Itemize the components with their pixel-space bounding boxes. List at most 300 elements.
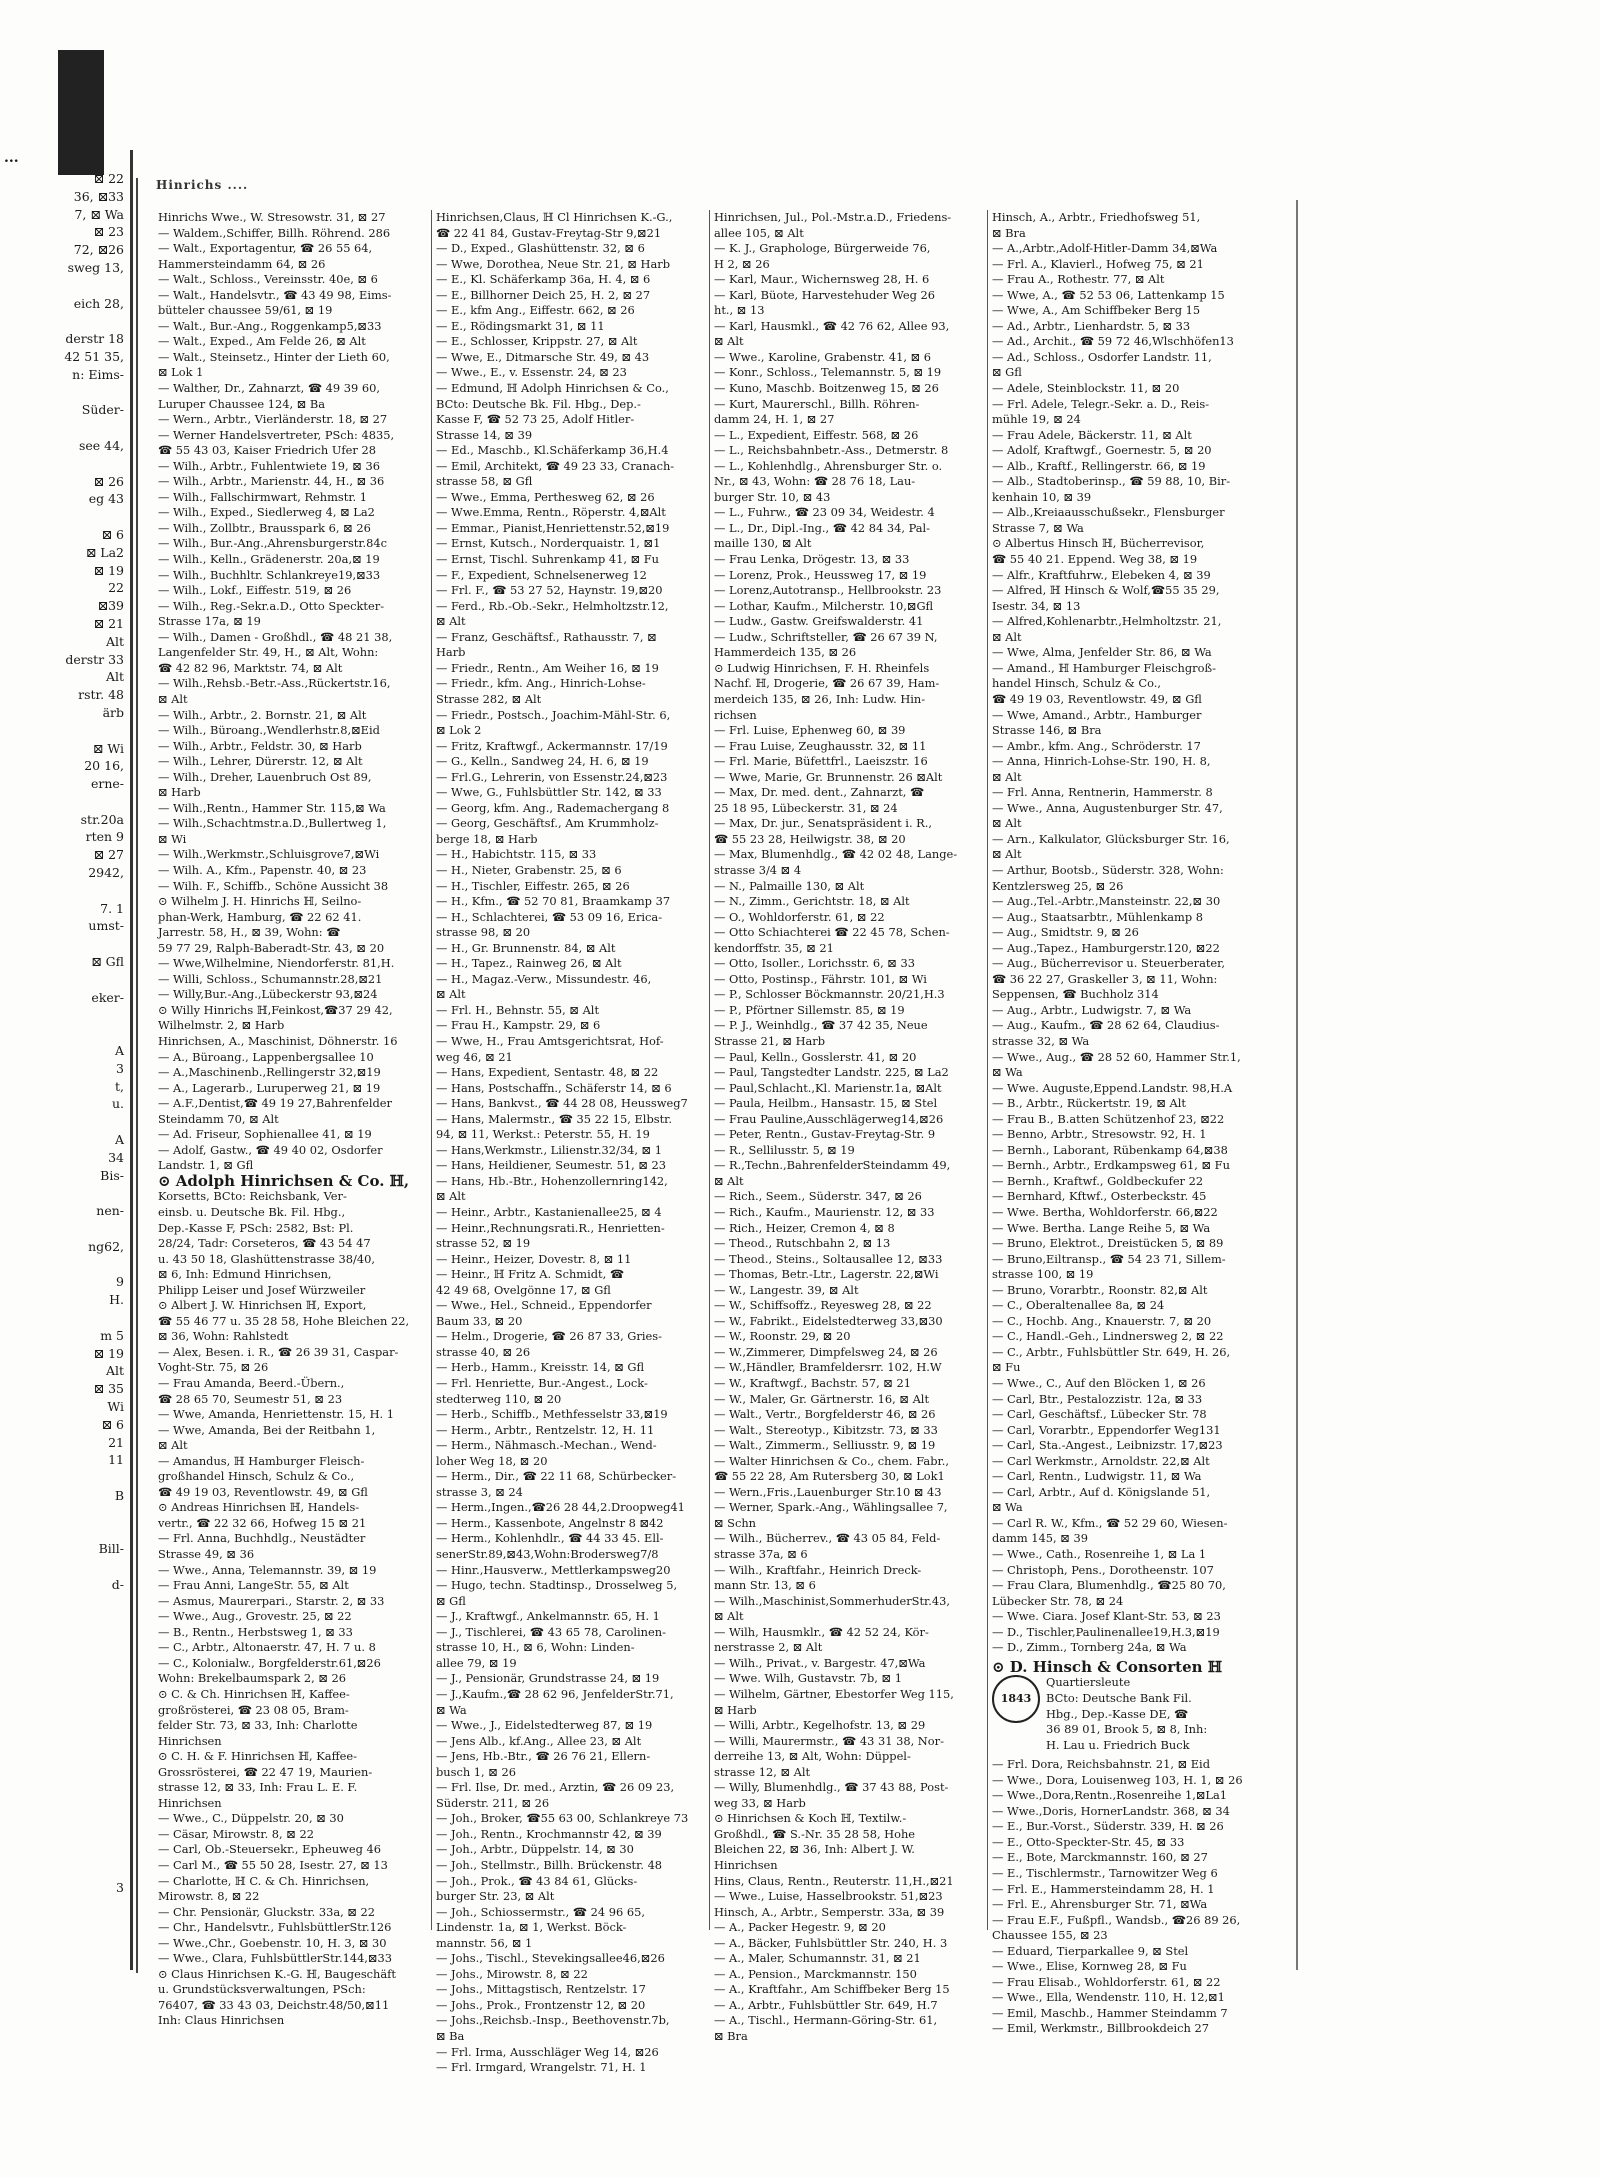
previous-page-line: 11 xyxy=(108,1452,124,1468)
directory-entry-line: — B., Rentn., Herbstsweg 1, ⊠ 33 xyxy=(158,1624,353,1639)
directory-entry-line: 42 49 68, Ovelgönne 17, ⊠ Gfl xyxy=(436,1282,611,1297)
directory-entry-line: — W., Langestr. 39, ⊠ Alt xyxy=(714,1282,859,1297)
directory-entry-line: — Rich., Kaufm., Maurienstr. 12, ⊠ 33 xyxy=(714,1205,935,1219)
previous-page-line: 22 xyxy=(108,580,124,596)
directory-entry-line: — Hans, Postschaffn., Schäferstr 14, ⊠ 6 xyxy=(436,1080,672,1095)
directory-entry-line: ☎ 36 22 27, Graskeller 3, ⊠ 11, Wohn: xyxy=(992,971,1218,986)
directory-entry-line: einsb. u. Deutsche Bk. Fil. Hbg., xyxy=(158,1205,346,1219)
directory-entry-line: — Willi, Maurermstr., ☎ 43 31 38, Nor- xyxy=(714,1733,944,1748)
previous-page-line: rstr. 48 xyxy=(78,687,124,703)
directory-entry-line: ⊙ Hinrichsen & Koch ℍ, Textilw.- xyxy=(714,1811,907,1826)
directory-entry-line: — Kurt, Maurerschl., Billh. Röhren- xyxy=(714,396,920,411)
directory-entry-line: BCto: Deutsche Bk. Fil. Hbg., Dep.- xyxy=(436,396,641,411)
previous-page-line xyxy=(0,1309,130,1327)
directory-entry-line: — Paul, Tangstedter Landstr. 225, ⊠ La2 xyxy=(714,1065,949,1080)
directory-entry-line: — Wilh., Exped., Siedlerweg 4, ⊠ La2 xyxy=(158,505,375,520)
previous-page-line: 3 xyxy=(116,1879,124,1895)
directory-entry-line: weg 46, ⊠ 21 xyxy=(436,1049,513,1064)
previous-page-line xyxy=(0,722,130,740)
previous-page-line xyxy=(0,1754,130,1772)
directory-entry-line: — P. J., Weinhdlg., ☎ 37 42 35, Neue xyxy=(714,1018,928,1033)
directory-entry-line: — Helm., Drogerie, ☎ 26 87 33, Gries- xyxy=(436,1329,662,1344)
directory-entry-line: — Alb.,Kreiaausschußsekr., Flensburger xyxy=(992,505,1225,520)
previous-page-line xyxy=(0,1184,130,1202)
previous-page-line: derstr 18 xyxy=(65,331,124,347)
directory-column-2 xyxy=(436,210,706,2075)
directory-entry-line: u. Grundstücksverwaltungen, PSch: xyxy=(158,1982,366,1997)
directory-entry-line: — Carl M., ☎ 55 50 28, Isestr. 27, ⊠ 13 xyxy=(158,1857,388,1872)
directory-entry-line: — Adolf, Kraftwgf., Goernestr. 5, ⊠ 20 xyxy=(992,443,1212,458)
previous-page-header: ... xyxy=(4,150,19,166)
previous-page-line xyxy=(0,1790,130,1808)
directory-entry-line: — C., Arbtr., Fuhlsbüttler Str. 649, H. 26, xyxy=(992,1344,1231,1359)
directory-entry-line: — Frl. A., Klavierl., Hofweg 75, ⊠ 21 xyxy=(992,256,1204,271)
directory-entry-line: — Adele, Steinblockstr. 11, ⊠ 20 xyxy=(992,381,1180,396)
directory-entry-line: — A., Büroang., Lappenbergsallee 10 xyxy=(158,1049,374,1064)
directory-entry-line: — Wwe. Auguste,Eppend.Landstr. 98,H.A xyxy=(992,1080,1233,1095)
directory-entry-line: — H., Magaz.-Verw., Missundestr. 46, xyxy=(436,971,652,986)
firm-entry-block xyxy=(992,1657,1292,1753)
directory-entry-line: Chaussee 155, ⊠ 23 xyxy=(992,1928,1108,1943)
directory-entry-line: — Benno, Arbtr., Stresowstr. 92, H. 1 xyxy=(992,1127,1207,1142)
directory-entry-line: — Ambr., kfm. Ang., Schröderstr. 17 xyxy=(992,738,1201,753)
directory-entry-line: Hinrichsen xyxy=(714,1857,778,1872)
directory-entry-line: — Walt., Exportagentur, ☎ 26 55 64, xyxy=(158,241,373,256)
directory-entry-line: — Friedr., Postsch., Joachim-Mähl-Str. 6, xyxy=(436,707,671,722)
directory-entry-line: — Edmund, ℍ Adolph Hinrichsen & Co., xyxy=(436,381,669,396)
directory-entry-line: — Herb., Hamm., Kreisstr. 14, ⊠ Gfl xyxy=(436,1360,645,1375)
directory-entry-line: — L., Reichsbahnbetr.-Ass., Detmerstr. 8 xyxy=(714,443,949,458)
previous-page-line: 2942, xyxy=(88,865,124,881)
directory-entry-line: — Ludw., Schriftsteller, ☎ 26 67 39 N, xyxy=(714,629,938,644)
directory-entry-line: — Johs.,Reichsb.-Insp., Beethovenstr.7b, xyxy=(436,2013,670,2028)
directory-entry-line: ⊠ Alt xyxy=(436,614,466,629)
directory-entry-line: — Wilh., Kraftfahr., Heinrich Dreck- xyxy=(714,1562,922,1577)
directory-entry-line: — Wilh., Lokf., Eiffestr. 519, ⊠ 26 xyxy=(158,583,352,598)
directory-entry-line: ☎ 49 19 03, Reventlowstr. 49, ⊠ Gfl xyxy=(992,691,1202,706)
directory-entry-line: Bleichen 22, ⊠ 36, Inh: Albert J. W. xyxy=(714,1842,915,1857)
directory-entry-line: — Carl, Sta.-Angest., Leibnizstr. 17,⊠23 xyxy=(992,1438,1223,1453)
previous-page-line xyxy=(0,1024,130,1042)
directory-entry-line: — Adolf, Gastw., ☎ 49 40 02, Osdorfer xyxy=(158,1142,383,1157)
page-header: Hinrichs .... xyxy=(156,178,249,192)
directory-entry-line: — Bruno, Elektrot., Dreistücken 5, ⊠ 89 xyxy=(992,1236,1224,1251)
directory-entry-line: — Wwe.,Chr., Goebenstr. 10, H. 3, ⊠ 30 xyxy=(158,1935,387,1950)
directory-entry-line: burger Str. 23, ⊠ Alt xyxy=(436,1889,555,1904)
directory-entry-line: — Wwe, G., Fuhlsbüttler Str. 142, ⊠ 33 xyxy=(436,785,662,800)
directory-entry-line: — Hans,Werkmstr., Lilienstr.32/34, ⊠ 1 xyxy=(436,1142,662,1157)
directory-entry-line: — Friedr., Rentn., Am Weiher 16, ⊠ 19 xyxy=(436,660,659,675)
directory-entry-line: — Emil, Maschb., Hammer Steindamm 7 xyxy=(992,2005,1228,2020)
directory-entry-line: — Wilh., Fallschirmwart, Rehmstr. 1 xyxy=(158,489,368,504)
directory-entry-line: — Wwe., Elise, Kornweg 28, ⊠ Fu xyxy=(992,1959,1187,1974)
directory-entry-line: — W., Kraftwgf., Bachstr. 57, ⊠ 21 xyxy=(714,1376,911,1391)
directory-entry-line: — Wilh., Lehrer, Dürerstr. 12, ⊠ Alt xyxy=(158,754,363,769)
directory-entry-line: — A., Pension., Marckmannstr. 150 xyxy=(714,1966,917,1981)
directory-entry-line: — Frau Adele, Bäckerstr. 11, ⊠ Alt xyxy=(992,427,1192,442)
directory-entry-line: — Frl. Ilse, Dr. med., Arztin, ☎ 26 09 23, xyxy=(436,1780,675,1795)
previous-page-line: ärb xyxy=(102,704,124,720)
directory-entry-line: Hinsch, A., Arbtr., Friedhofsweg 51, xyxy=(992,210,1201,224)
directory-entry-line: — W., Schiffsoffz., Reyesweg 28, ⊠ 22 xyxy=(714,1298,932,1313)
directory-entry-line: — Arthur, Bootsb., Süderstr. 328, Wohn: xyxy=(992,862,1224,877)
directory-entry-line: — Wwe., Aug., ☎ 28 52 60, Hammer Str.1, xyxy=(992,1049,1241,1064)
directory-entry-line: — Wwe, A., ☎ 52 53 06, Lattenkamp 15 xyxy=(992,287,1225,302)
directory-entry-line: Inh: Claus Hinrichsen xyxy=(158,2013,285,2028)
directory-entry-line: — Frl. H., Behnstr. 55, ⊠ Alt xyxy=(436,1002,600,1017)
directory-entry-line: — D., Exped., Glashüttenstr. 32, ⊠ 6 xyxy=(436,241,645,256)
directory-entry-line: großrösterei, ☎ 23 08 05, Bram- xyxy=(158,1702,349,1717)
directory-entry-line: strasse 40, ⊠ 26 xyxy=(436,1344,531,1359)
previous-page-line xyxy=(0,1647,130,1665)
directory-entry-line: — Joh., Arbtr., Düppelstr. 14, ⊠ 30 xyxy=(436,1842,634,1857)
directory-entry-line: — Max, Blumenhdlg., ☎ 42 02 48, Lange- xyxy=(714,847,958,862)
directory-entry-line: — Ad., Schloss., Osdorfer Landstr. 11, xyxy=(992,349,1212,364)
directory-entry-line: — C., Arbtr., Altonaerstr. 47, H. 7 u. 8 xyxy=(158,1640,376,1655)
directory-entry-line: — Ernst, Tischl. Suhrenkamp 41, ⊠ Fu xyxy=(436,552,660,567)
directory-entry-line: H 2, ⊠ 26 xyxy=(714,256,770,271)
previous-page-line: ⊠ 22 xyxy=(93,171,124,186)
previous-page-line: ⊠ 6 xyxy=(101,526,124,542)
previous-page-line: ⊠ 23 xyxy=(93,224,124,240)
directory-entry-line: — Frl. Anna, Buchhdlg., Neustädter xyxy=(158,1531,366,1546)
previous-page-line: derstr 33 xyxy=(65,651,124,667)
directory-entry-line: — Ludw., Gastw. Greifswalderstr. 41 xyxy=(714,614,924,629)
directory-entry-line: Hinrichsen, A., Maschinist, Döhnerstr. 16 xyxy=(158,1033,398,1048)
directory-entry-line: — Wilh.,Werkmstr.,Schluisgrove7,⊠Wi xyxy=(158,847,380,862)
directory-entry-line: 76407, ☎ 33 43 03, Deichstr.48/50,⊠11 xyxy=(158,1997,390,2012)
directory-entry-line: ⊠ Schn xyxy=(714,1515,757,1530)
previous-page-line: 9 xyxy=(116,1274,124,1290)
directory-entry-line: ⊠ Ba xyxy=(436,2028,465,2043)
directory-entry-line: — R., Sellilusstr. 5, ⊠ 19 xyxy=(714,1142,855,1157)
directory-entry-line: bütteler chaussee 59/61, ⊠ 19 xyxy=(158,303,333,318)
directory-entry-line: — Waldem.,Schiffer, Billh. Röhrend. 286 xyxy=(158,225,391,240)
previous-page-line: ⊠ 19 xyxy=(93,562,124,578)
directory-entry-line: strasse 98, ⊠ 20 xyxy=(436,925,531,940)
directory-entry-line: — Paula, Heilbm., Hansastr. 15, ⊠ Stel xyxy=(714,1096,938,1111)
directory-entry-line: Voght-Str. 75, ⊠ 26 xyxy=(158,1360,269,1375)
directory-entry-line: — A., Maler, Schumannstr. 31, ⊠ 21 xyxy=(714,1951,921,1966)
directory-entry-line: — Wilh., Bücherrev., ☎ 43 05 84, Feld- xyxy=(714,1531,941,1546)
directory-entry-line: — Carl, Ob.-Steuersekr., Epheuweg 46 xyxy=(158,1842,382,1857)
directory-entry-line: — Frau Anni, LangeStr. 55, ⊠ Alt xyxy=(158,1578,349,1593)
directory-entry-line: — Alb., Kraftf., Rellingerstr. 66, ⊠ 19 xyxy=(992,458,1206,473)
directory-entry-line: — Frl.G., Lehrerin, von Essenstr.24,⊠23 xyxy=(436,769,668,784)
directory-entry-line: — Carl, Vorarbtr., Eppendorfer Weg131 xyxy=(992,1422,1221,1437)
directory-entry-line: — W.,Zimmerer, Dimpfelsweg 24, ⊠ 26 xyxy=(714,1344,938,1359)
directory-entry-line: — Frl. Anna, Rentnerin, Hammerstr. 8 xyxy=(992,785,1213,800)
directory-entry-line: — Frau Luise, Zeughausstr. 32, ⊠ 11 xyxy=(714,738,927,753)
directory-entry-line: Steindamm 70, ⊠ Alt xyxy=(158,1111,279,1126)
directory-entry-line: — Frau Elisab., Wohldorferstr. 61, ⊠ 22 xyxy=(992,1974,1221,1989)
previous-page-line xyxy=(0,1718,130,1736)
previous-page-line: d- xyxy=(111,1576,124,1592)
directory-entry-line: — Walt., Steinsetz., Hinter der Lieth 60, xyxy=(158,349,390,364)
directory-entry-line: Lindenstr. 1a, ⊠ 1, Werkst. Böck- xyxy=(436,1920,627,1935)
previous-page-line: ⊠ 19 xyxy=(93,1345,124,1361)
directory-entry-line: — Paul,Schlacht.,Kl. Marienstr.1a, ⊠Alt xyxy=(714,1080,942,1095)
founding-year-seal: 1843 xyxy=(992,1675,1040,1723)
directory-entry-line: — Frau H., Kampstr. 29, ⊠ 6 xyxy=(436,1018,601,1033)
directory-entry-line: — Wern.,Fris.,Lauenburger Str.10 ⊠ 43 xyxy=(714,1484,942,1499)
previous-page-line xyxy=(0,882,130,900)
directory-entry-line: Langenfelder Str. 49, H., ⊠ Alt, Wohn: xyxy=(158,645,379,660)
directory-entry-line: — Frl. Irmgard, Wrangelstr. 71, H. 1 xyxy=(436,2060,647,2075)
directory-entry-line: — Charlotte, ℍ C. & Ch. Hinrichsen, xyxy=(158,1873,370,1888)
directory-entry-line: — Werner Handelsvertreter, PSch: 4835, xyxy=(158,427,395,442)
directory-entry-line: — Wwe., Ella, Wendenstr. 110, H. 12,⊠1 xyxy=(992,1990,1225,2005)
previous-page-line: 34 xyxy=(108,1149,124,1165)
directory-entry-line: — Wwe., J., Eidelstedterweg 87, ⊠ 19 xyxy=(436,1718,653,1733)
directory-entry-line: — H., Nieter, Grabenstr. 25, ⊠ 6 xyxy=(436,862,622,877)
directory-entry-line: — Anna, Hinrich-Lohse-Str. 190, H. 8, xyxy=(992,754,1211,769)
previous-page-line: Bis- xyxy=(100,1167,124,1183)
directory-entry-line: — Wwe., Hel., Schneid., Eppendorfer xyxy=(436,1298,652,1313)
firm-details xyxy=(1046,1675,1207,1753)
directory-entry-line: — Heinr., Heizer, Dovestr. 8, ⊠ 11 xyxy=(436,1251,632,1266)
directory-entry-line: Landstr. 1, ⊠ Gfl xyxy=(158,1158,254,1173)
directory-entry-line: — Wwe., Dora, Louisenweg 103, H. 1, ⊠ 26 xyxy=(992,1772,1243,1787)
directory-entry-line: — Hans, Hb.-Btr., Hohenzollernring142, xyxy=(436,1173,668,1188)
directory-entry-line: — Theod., Steins., Soltausallee 12, ⊠33 xyxy=(714,1251,943,1266)
directory-entry-line: — E., Bur.-Vorst., Süderstr. 339, H. ⊠ 26 xyxy=(992,1819,1224,1834)
directory-entry-line: — Theod., Rutschbahn 2, ⊠ 13 xyxy=(714,1236,891,1251)
column-divider xyxy=(431,210,432,1930)
directory-entry-line: — Carl, Arbtr., Auf d. Königslande 51, xyxy=(992,1484,1211,1499)
directory-entry-line: — E., Schlosser, Krippstr. 27, ⊠ Alt xyxy=(436,334,638,349)
previous-page-line: 72, ⊠26 xyxy=(73,242,124,258)
directory-entry-line: ⊠ Wa xyxy=(436,1702,467,1717)
directory-entry-line: — Wwe, H., Frau Amtsgerichtsrat, Hof- xyxy=(436,1033,664,1048)
directory-entry-line: ⊠ Alt xyxy=(714,1173,744,1188)
directory-entry-line: — Wwe., C., Düppelstr. 20, ⊠ 30 xyxy=(158,1811,344,1826)
directory-entry-line: strasse 52, ⊠ 19 xyxy=(436,1236,531,1251)
previous-page-line: n: Eims- xyxy=(72,366,124,382)
directory-entry-line: — C., Kolonialw., Borgfelderstr.61,⊠26 xyxy=(158,1655,381,1670)
directory-entry-line: — Alfr., Kraftfuhrw., Elebeken 4, ⊠ 39 xyxy=(992,567,1211,582)
directory-entry-line: — Frau Pauline,Ausschlägerweg14,⊠26 xyxy=(714,1111,944,1126)
directory-entry-line: — R.,Techn.,BahrenfelderSteindamm 49, xyxy=(714,1158,951,1173)
directory-entry-line: — Carl Werkmstr., Arnoldstr. 22,⊠ Alt xyxy=(992,1453,1210,1468)
previous-page-line: 21 xyxy=(108,1434,124,1450)
directory-entry-line: — Emil, Werkmstr., Billbrookdeich 27 xyxy=(992,2021,1209,2036)
directory-entry-line: mannstr. 56, ⊠ 1 xyxy=(436,1935,533,1950)
directory-entry-line: — Franz, Geschäftsf., Rathausstr. 7, ⊠ xyxy=(436,629,657,644)
directory-entry-line: Dep.-Kasse F, PSch: 2582, Bst: Pl. xyxy=(158,1220,354,1235)
previous-page-line xyxy=(0,1006,130,1024)
directory-entry-line: — W., Roonstr. 29, ⊠ 20 xyxy=(714,1329,851,1344)
directory-entry-line: — Bernh., Arbtr., Erdkampsweg 61, ⊠ Fu xyxy=(992,1158,1230,1173)
directory-entry-line: ⊙ Wilhelm J. H. Hinrichs ℍ, Seilno- xyxy=(158,894,362,909)
directory-entry-line: kenhain 10, ⊠ 39 xyxy=(992,489,1092,504)
previous-page-line: Alt xyxy=(105,669,124,685)
directory-entry-line: strasse 37a, ⊠ 6 xyxy=(714,1547,808,1562)
directory-entry-line: ⊠ Gfl xyxy=(992,365,1022,380)
previous-page-line: Wi xyxy=(107,1398,124,1414)
directory-entry-line: strasse 12, ⊠ Alt xyxy=(714,1764,811,1779)
directory-entry-line: — Wilh.,Schachtmstr.a.D.,Bullertweg 1, xyxy=(158,816,387,831)
directory-entry-line: — P., Pförtner Sillemstr. 85, ⊠ 19 xyxy=(714,1002,905,1017)
directory-entry-line: ⊙ Albertus Hinsch ℍ, Bücherrevisor, xyxy=(992,536,1205,551)
previous-page-line: 3 xyxy=(116,1060,124,1076)
directory-entry-line: — Frl. Henriette, Bur.-Angest., Lock- xyxy=(436,1376,648,1391)
directory-entry-line: Hins, Claus, Rentn., Reuterstr. 11,H.,⊠21 xyxy=(714,1873,954,1888)
directory-entry-line: — Wwe,Wilhelmine, Niendorferstr. 81,H. xyxy=(158,956,395,971)
directory-entry-line: — Walt., Schloss., Vereinsstr. 40e, ⊠ 6 xyxy=(158,272,378,287)
directory-entry-line: Hinsch, A., Arbtr., Semperstr. 33a, ⊠ 39 xyxy=(714,1904,945,1919)
directory-entry-line: ⊠ Alt xyxy=(436,987,466,1002)
directory-entry-line: — Alex, Besen. i. R., ☎ 26 39 31, Caspar- xyxy=(158,1344,399,1359)
directory-entry-line: Hinrichsen xyxy=(158,1795,222,1810)
directory-entry-line: — Eduard, Tierparkallee 9, ⊠ Stel xyxy=(992,1943,1189,1958)
directory-entry-line: — Aug.,Tapez., Hamburgerstr.120, ⊠22 xyxy=(992,940,1220,955)
directory-entry-line: allee 105, ⊠ Alt xyxy=(714,225,804,240)
previous-page-line: Alt xyxy=(105,1363,124,1379)
directory-entry-line: — Willy, Blumenhdlg., ☎ 37 43 88, Post- xyxy=(714,1780,949,1795)
directory-entry-line: Hammersteindamm 64, ⊠ 26 xyxy=(158,256,326,271)
directory-column-1 xyxy=(158,210,428,2028)
directory-entry-line: ⊠ Alt xyxy=(992,816,1022,831)
previous-page-line xyxy=(0,1629,130,1647)
directory-entry-line: H. Lau u. Friedrich Buck xyxy=(1046,1737,1190,1752)
directory-entry-line: Strasse 14, ⊠ 39 xyxy=(436,427,533,442)
previous-page-line xyxy=(0,1469,130,1487)
previous-page-line xyxy=(0,1807,130,1825)
directory-entry-line: ☎ 42 82 96, Marktstr. 74, ⊠ Alt xyxy=(158,660,343,675)
directory-entry-line: strasse 100, ⊠ 19 xyxy=(992,1267,1094,1282)
directory-entry-line: — A., Kraftfahr., Am Schiffbeker Berg 15 xyxy=(714,1982,950,1997)
directory-entry-line: — Frau Clara, Blumenhdlg., ☎25 80 70, xyxy=(992,1578,1226,1593)
directory-entry-line: — Paul, Kelln., Gosslerstr. 41, ⊠ 20 xyxy=(714,1049,917,1064)
directory-entry-line: — Alb., Stadtoberinsp., ☎ 59 88, 10, Bir- xyxy=(992,474,1231,489)
directory-entry-line: ⊠ 36, Wohn: Rahlstedt xyxy=(158,1329,289,1344)
previous-page-line: ⊠ 26 xyxy=(93,473,124,489)
directory-entry-line: ☎ 55 22 28, Am Rutersberg 30, ⊠ Lok1 xyxy=(714,1469,945,1484)
directory-entry-line: — Wilh. A., Kfm., Papenstr. 40, ⊠ 23 xyxy=(158,862,367,877)
directory-entry-line: Jarrestr. 58, H., ⊠ 39, Wohn: ☎ xyxy=(158,925,341,940)
directory-entry-line: — Aug., Kaufm., ☎ 28 62 64, Claudius- xyxy=(992,1018,1220,1033)
directory-entry-line: — A.,Arbtr.,Adolf-Hitler-Damm 34,⊠Wa xyxy=(992,241,1218,256)
directory-entry-line: — K. J., Graphologe, Bürgerweide 76, xyxy=(714,241,931,256)
directory-entry-line: — H., Gr. Brunnenstr. 84, ⊠ Alt xyxy=(436,940,616,955)
directory-entry-line: — Amand., ℍ Hamburger Fleischgroß- xyxy=(992,660,1216,675)
previous-page-line: eg 43 xyxy=(88,491,124,507)
directory-entry-line: ⊠ Alt xyxy=(714,334,744,349)
directory-entry-line: — A.,Maschinenb.,Rellingerstr 32,⊠19 xyxy=(158,1065,381,1080)
directory-entry-line: — Jens Alb., kf.Ang., Allee 23, ⊠ Alt xyxy=(436,1733,642,1748)
directory-entry-line: Strasse 282, ⊠ Alt xyxy=(436,691,542,706)
previous-page-line xyxy=(0,1558,130,1576)
directory-entry-line: — Wwe.,Doris, HornerLandstr. 368, ⊠ 34 xyxy=(992,1803,1230,1818)
directory-entry-line: — Arn., Kalkulator, Glücksburger Str. 16, xyxy=(992,831,1230,846)
directory-entry-line: — Johs., Prok., Frontzenstr 12, ⊠ 20 xyxy=(436,1997,646,2012)
directory-entry-line: — Georg, Geschäftsf., Am Krummholz- xyxy=(436,816,659,831)
directory-entry-line: 94, ⊠ 11, Werkst.: Peterstr. 55, H. 19 xyxy=(436,1127,650,1142)
previous-page-lines xyxy=(0,170,130,1896)
directory-entry-line: — E., Tischlermstr., Tarnowitzer Weg 6 xyxy=(992,1865,1218,1880)
directory-entry-line: — Otto Schiachterei ☎ 22 45 78, Schen- xyxy=(714,925,950,940)
directory-entry-line: ⊙ C. H. & F. Hinrichsen ℍ, Kaffee- xyxy=(158,1749,358,1764)
previous-page-line xyxy=(0,1701,130,1719)
previous-page-line: 42 51 35, xyxy=(64,348,124,364)
previous-page-line: A xyxy=(114,1043,124,1059)
directory-entry-line: — Frl. E., Hammersteindamm 28, H. 1 xyxy=(992,1881,1215,1896)
directory-entry-line: — Wilh., Arbtr., Feldstr. 30, ⊠ Harb xyxy=(158,738,362,753)
directory-entry-line: ☎ 55 43 03, Kaiser Friedrich Ufer 28 xyxy=(158,443,376,458)
directory-entry-line: — Wwe, Amanda, Bei der Reitbahn 1, xyxy=(158,1422,376,1437)
directory-entry-line: — W.,Händler, Bramfeldersrr. 102, H.W xyxy=(714,1360,942,1375)
previous-page-line: ⊠ Gfl xyxy=(91,954,124,970)
previous-page-line: ⊠ Wi xyxy=(92,740,124,756)
directory-entry-line: — Walther, Dr., Zahnarzt, ☎ 49 39 60, xyxy=(158,381,381,396)
directory-entry-line: Großhdl., ☎ S.-Nr. 35 28 58, Hohe xyxy=(714,1826,916,1841)
directory-entry-line: 28/24, Tadr: Corseteros, ☎ 43 54 47 xyxy=(158,1236,371,1251)
previous-page-line xyxy=(0,935,130,953)
column-divider xyxy=(987,210,988,1930)
directory-entry-line: Strasse 49, ⊠ 36 xyxy=(158,1547,255,1562)
directory-entry-line: — H., Tischler, Eiffestr. 265, ⊠ 26 xyxy=(436,878,630,893)
directory-entry-line: 59 77 29, Ralph-Baberadt-Str. 43, ⊠ 20 xyxy=(158,940,385,955)
directory-entry-line: — Wilh., Büroang.,Wendlerhstr.8,⊠Eid xyxy=(158,723,380,738)
directory-entry-line: — Lothar, Kaufm., Milcherstr. 10,⊠Gfl xyxy=(714,598,934,613)
directory-entry-line: ht., ⊠ 13 xyxy=(714,303,765,318)
previous-page-line: umst- xyxy=(88,918,124,934)
directory-entry-line: Hammerdeich 135, ⊠ 26 xyxy=(714,645,857,660)
directory-entry-line: — Ad., Arbtr., Lienhardstr. 5, ⊠ 33 xyxy=(992,318,1191,333)
directory-entry-line: — E., Kl. Schäferkamp 36a, H. 4, ⊠ 6 xyxy=(436,272,651,287)
directory-entry-line: — Frau E.F., Fußpfl., Wandsb., ☎26 89 26, xyxy=(992,1912,1241,1927)
directory-entry-line: ⊠ Lok 1 xyxy=(158,365,204,380)
directory-entry-line: Strasse 21, ⊠ Harb xyxy=(714,1033,826,1048)
directory-entry-line: — Otto, Postinsp., Fährstr. 101, ⊠ Wi xyxy=(714,971,927,986)
directory-entry-line: — Ferd., Rb.-Ob.-Sekr., Helmholtzstr.12, xyxy=(436,598,669,613)
directory-entry-line: — Aug., Smidtstr. 9, ⊠ 26 xyxy=(992,925,1139,940)
directory-entry-line: — Johs., Mirowstr. 8, ⊠ 22 xyxy=(436,1966,588,1981)
directory-entry-line: ⊙ Adolph Hinrichsen & Co. ℍ, xyxy=(158,1171,410,1190)
directory-entry-line: ☎ 22 41 84, Gustav-Freytag-Str 9,⊠21 xyxy=(436,225,662,240)
directory-entry-line: — O., Wohldorferstr. 61, ⊠ 22 xyxy=(714,909,885,924)
previous-page-line xyxy=(0,1113,130,1131)
directory-entry-line: strasse 32, ⊠ Wa xyxy=(992,1033,1090,1048)
directory-entry-line: — Wilh. F., Schiffb., Schöne Aussicht 38 xyxy=(158,878,389,893)
directory-entry-line: — Wilh, Hausmklr., ☎ 42 52 24, Kör- xyxy=(714,1624,929,1639)
directory-entry-line: — Frl. Luise, Ephenweg 60, ⊠ 39 xyxy=(714,723,906,738)
directory-entry-line: — Wwe, Amanda, Henriettenstr. 15, H. 1 xyxy=(158,1407,395,1422)
directory-entry-line: ☎ 49 19 03, Reventlowstr. 49, ⊠ Gfl xyxy=(158,1484,368,1499)
directory-entry-line: — Lorenz, Prok., Heussweg 17, ⊠ 19 xyxy=(714,567,927,582)
directory-entry-line: — Peter, Rentn., Gustav-Freytag-Str. 9 xyxy=(714,1127,936,1142)
directory-entry-line: — Heinr.,Rechnungsrati.R., Henrietten- xyxy=(436,1220,665,1235)
directory-entry-line: — C., Hochb. Ang., Knauerstr. 7, ⊠ 20 xyxy=(992,1313,1212,1328)
directory-entry-line: — Frau Amanda, Beerd.-Übern., xyxy=(158,1376,345,1391)
directory-entry-line: Isestr. 34, ⊠ 13 xyxy=(992,598,1081,613)
directory-entry-line: maille 130, ⊠ Alt xyxy=(714,536,812,551)
previous-page-line: str.20a xyxy=(80,811,124,827)
directory-entry-line: — Carl, Geschäftsf., Lübecker Str. 78 xyxy=(992,1407,1207,1422)
directory-entry-line: — L., Expedient, Eiffestr. 568, ⊠ 26 xyxy=(714,427,919,442)
directory-entry-line: — Wwe, E., Ditmarsche Str. 49, ⊠ 43 xyxy=(436,349,650,364)
directory-entry-line: — Willi, Schloss., Schumannstr.28,⊠21 xyxy=(158,971,383,986)
directory-entry-line: — Karl, Maur., Wichernsweg 28, H. 6 xyxy=(714,272,930,287)
directory-entry-line: — W., Maler, Gr. Gärtnerstr. 16, ⊠ Alt xyxy=(714,1391,930,1406)
directory-entry-line: Hinrichsen xyxy=(158,1733,222,1748)
directory-entry-line: — Heinr., Arbtr., Kastanienallee25, ⊠ 4 xyxy=(436,1205,662,1219)
previous-page-line: H. xyxy=(109,1292,124,1308)
directory-entry-line: — Joh., Prok., ☎ 43 84 61, Glücks- xyxy=(436,1873,638,1888)
directory-entry-line: — Wwe, Dorothea, Neue Str. 21, ⊠ Harb xyxy=(436,256,671,271)
directory-entry-line: senerStr.89,⊠43,Wohn:Brodersweg7/8 xyxy=(436,1547,659,1562)
